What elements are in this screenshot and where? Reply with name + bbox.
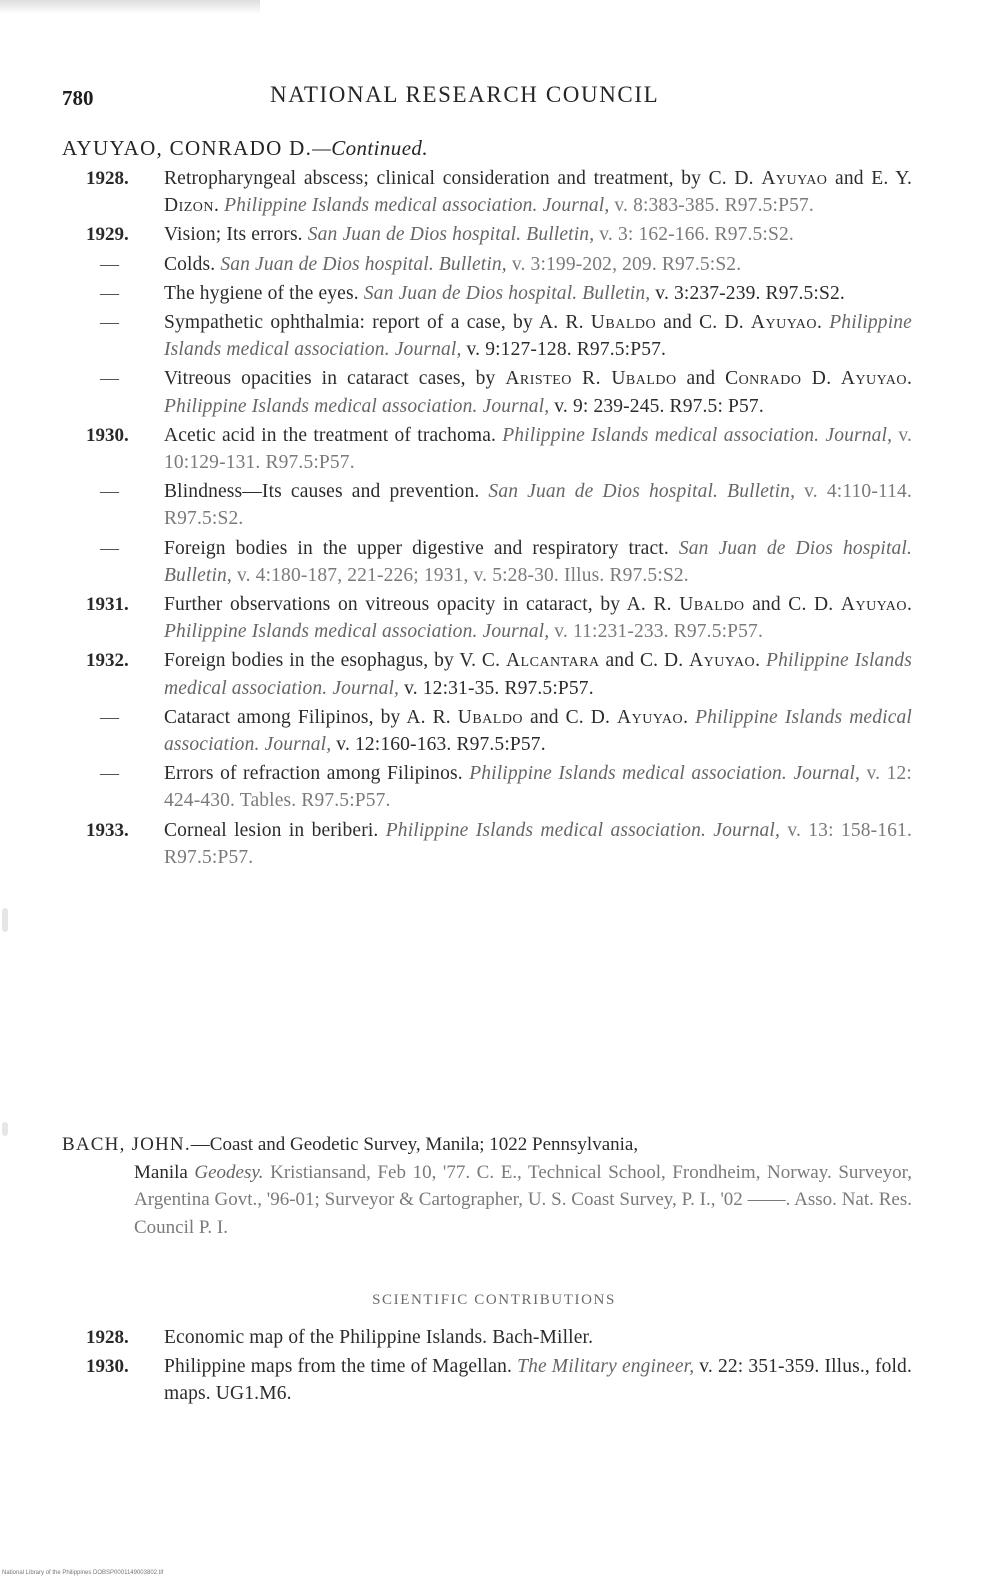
entry-text: v. 9: 239-245. R97.5: P57. [549, 395, 764, 417]
entry-text: Further observations on vitreous opacity in cataract, by A. R. [164, 594, 680, 616]
journal-title: The Military engineer, [517, 1356, 695, 1378]
bibliography-entry [0, 1324, 988, 1351]
ditto-dash: — [100, 706, 119, 728]
bibliography-entry [0, 535, 988, 589]
entry-text: Colds. [164, 253, 221, 275]
bibliography-entry [0, 365, 988, 419]
entry-text: . [683, 706, 696, 728]
author-smallcaps: Conrado D. Ayuyao [725, 368, 907, 390]
entry-body [164, 251, 912, 278]
entry-text: Foreign bodies in the upper digestive and respiratory tract. [164, 537, 679, 559]
entry-text: v. 22: 351-359. Illus., fold. maps. UG1.M6. [164, 1356, 912, 1405]
entry-text: and [676, 368, 726, 390]
citation-details: v. 3: 162-166. R97.5:S2. [594, 224, 794, 246]
entry-body [164, 309, 912, 363]
author-smallcaps: Ubaldo [679, 594, 745, 616]
entry-text: Foreign bodies in the esophagus, by V. C. [164, 650, 506, 672]
entry-year: 1929. [86, 224, 129, 246]
entry-text: v. 3:237-239. R97.5:S2. [650, 282, 845, 304]
entry-text: . [755, 650, 767, 672]
entry-year: 1928. [86, 168, 129, 189]
header-title: NATIONAL RESEARCH COUNCIL [270, 82, 660, 107]
journal-title: Philippine Islands medical association. Journal, [164, 312, 912, 361]
entry-year: 1933. [86, 819, 129, 841]
journal-title: Philippine Islands medical association. Journal, [224, 195, 610, 217]
bibliography-entry [0, 704, 988, 758]
author-smallcaps: Aristeo R. Ubaldo [505, 368, 677, 390]
bibliography-entry [0, 478, 988, 532]
bio-details [62, 1159, 912, 1242]
entry-text: Retropharyngeal abscess; clinical consideration and treatment, by C. D. [164, 168, 762, 189]
section-title: SCIENTIFIC CONTRIBUTIONS [372, 1292, 616, 1308]
journal-title: San Juan de Dios hospital. Bulletin, [488, 481, 796, 503]
entry-text: Vitreous opacities in cataract cases, by [164, 368, 506, 390]
journal-title: San Juan de Dios hospital. Bulletin, [363, 282, 651, 304]
entry-body [164, 1353, 912, 1407]
entry-body [164, 760, 912, 814]
entry-year: 1930. [86, 1356, 129, 1378]
entry-text: Cataract among Filipinos, by A. R. [164, 706, 458, 728]
bibliography-entry [0, 760, 988, 814]
author-smallcaps: Ubaldo [457, 706, 524, 728]
entry-text: v. 12:160-163. R97.5:P57. [331, 734, 546, 756]
ditto-dash: — [100, 282, 119, 304]
entry-body [164, 365, 912, 419]
bibliography-entry [0, 647, 988, 701]
entry-text: and C. D. [523, 706, 617, 728]
entry-body [164, 165, 912, 219]
author-smallcaps: Ayuyao [761, 168, 828, 189]
running-head [0, 80, 988, 114]
citation-details: v. 13: 158-161. R97.5:P57. [164, 819, 912, 868]
entry-body [164, 280, 912, 307]
journal-title: Philippine Islands medical association. Journal, [502, 424, 893, 446]
journal-title: Philippine Islands medical association. Journal, [385, 819, 781, 841]
bibliography-entry [0, 591, 988, 645]
author-name: AYUYAO, CONRADO D. [62, 136, 313, 160]
entry-body [164, 647, 912, 701]
contributions-list [0, 1324, 988, 1410]
bibliography-entry [0, 817, 988, 871]
entry-text: Vision; Its errors. [164, 224, 308, 246]
journal-title: Geodesy. [194, 1161, 264, 1183]
citation-details: v. 4:110-114. R97.5:S2. [164, 481, 912, 530]
scan-edge-spot [2, 1122, 8, 1136]
ditto-dash: — [100, 312, 119, 334]
page-number: 780 [62, 86, 94, 110]
entry-text: and C. D. [599, 650, 690, 672]
author-smallcaps: Dizon [164, 195, 215, 217]
author-bio [62, 1131, 912, 1241]
entry-text: Errors of refraction among Filipinos. [164, 763, 470, 785]
journal-title: Philippine Islands medical association. Journal, [164, 395, 550, 417]
entry-text: Corneal lesion in beriberi. [164, 819, 386, 841]
author-smallcaps: Ubaldo [590, 312, 657, 334]
entry-text: . [906, 368, 912, 390]
ditto-dash: — [100, 537, 119, 559]
author-smallcaps: Ayuyao [750, 312, 818, 334]
journal-title: Philippine Islands medical association. Journal, [469, 763, 861, 785]
journal-title: Philippine Islands medical association. Journal, [164, 650, 912, 699]
continued-label: —Continued. [312, 136, 428, 160]
citation-details: v. 4:180-187, 221-226; 1931, v. 5:28-30. Illus. R97.5:S2. [231, 564, 689, 586]
entry-year: 1931. [86, 594, 129, 616]
author-smallcaps: Ayuyao [617, 706, 684, 728]
citation-details: v. 11:231-233. R97.5:P57. [549, 621, 763, 643]
journal-title: San Juan de Dios hospital. Bulletin, [220, 253, 507, 275]
citation-details: v. 3:199-202, 209. R97.5:S2. [506, 253, 742, 275]
entry-body [164, 591, 912, 645]
scan-smudge [0, 0, 260, 14]
citation-details: Kristiansand, Feb 10, '77. C. E., Technical School, Frondheim, Norway. Surveyor, Argentina Govt., '96-01; Surveyor & Cartographer, U. S. Coast Survey, P. I., '02 ——. Asso. Nat. Res. Council P. I. [134, 1161, 912, 1238]
author-smallcaps: Ayuyao [689, 650, 756, 672]
citation-details: v. 8:383-385. R97.5:P57. [609, 195, 814, 217]
entry-text: Acetic acid in the treatment of trachoma. [164, 424, 503, 446]
entry-text: Philippine maps from the time of Magellan. [164, 1356, 518, 1378]
bibliography-entry [0, 221, 988, 248]
entry-text: The hygiene of the eyes. [164, 282, 364, 304]
journal-title: Philippine Islands medical association. Journal, [164, 621, 550, 643]
entry-text: v. 12:31-35. R97.5:P57. [399, 677, 594, 699]
bibliography-entry [0, 309, 988, 363]
entry-text: . [906, 594, 912, 616]
citation-details: v. 12: 424-430. Tables. R97.5:P57. [164, 763, 912, 812]
bibliography-entry [0, 251, 988, 278]
entry-text: Blindness—Its causes and prevention. [164, 481, 489, 503]
entry-text: . [817, 312, 830, 334]
ditto-dash: — [100, 253, 119, 275]
entry-text: Sympathetic ophthalmia: report of a case, by A. R. [164, 312, 591, 334]
entry-text: v. 9:127-128. R97.5:P57. [461, 339, 667, 361]
journal-title: Philippine Islands medical association. Journal, [164, 706, 912, 756]
citation-details: v. 10:129-131. R97.5:P57. [164, 424, 912, 474]
scan-footer: National Library of the Philippines DOBSP0001149003802.tif [2, 1570, 164, 1576]
author-smallcaps: Ayuyao [840, 594, 907, 616]
entry-text: Manila [134, 1161, 195, 1183]
entry-body [164, 704, 912, 758]
bibliography-entry [0, 165, 988, 219]
entry-year: 1928. [86, 1327, 129, 1348]
ditto-dash: — [100, 368, 119, 390]
entry-year: 1930. [86, 424, 129, 446]
entry-body [164, 1324, 912, 1351]
author-heading [62, 136, 428, 161]
entry-body [164, 221, 912, 248]
bio-affiliation: —Coast and Geodetic Survey, Manila; 1022 Pennsylvania, [190, 1134, 639, 1155]
bibliography-entry [0, 1353, 988, 1407]
entry-body [164, 535, 912, 589]
author-name: BACH, JOHN. [62, 1134, 191, 1155]
entry-body [164, 817, 912, 871]
bibliography-entry [0, 280, 988, 307]
entry-text: and E. Y. [827, 168, 912, 189]
journal-title: San Juan de Dios hospital. Bulletin, [164, 537, 913, 586]
ditto-dash: — [100, 481, 119, 503]
entry-year: 1932. [86, 650, 129, 672]
entry-text: Economic map of the Philippine Islands. Bach-Miller. [164, 1327, 594, 1348]
entry-text: . [214, 195, 225, 217]
journal-title: San Juan de Dios hospital. Bulletin, [307, 224, 595, 246]
entry-text: and C. D. [656, 312, 751, 334]
entry-body [164, 478, 912, 532]
entry-text: and C. D. [744, 594, 841, 616]
bibliography-list [0, 165, 988, 873]
ditto-dash: — [100, 763, 119, 785]
author-smallcaps: Alcantara [505, 650, 600, 672]
scan-edge-spot [2, 908, 8, 932]
bibliography-entry [0, 422, 988, 476]
entry-body [164, 422, 912, 476]
